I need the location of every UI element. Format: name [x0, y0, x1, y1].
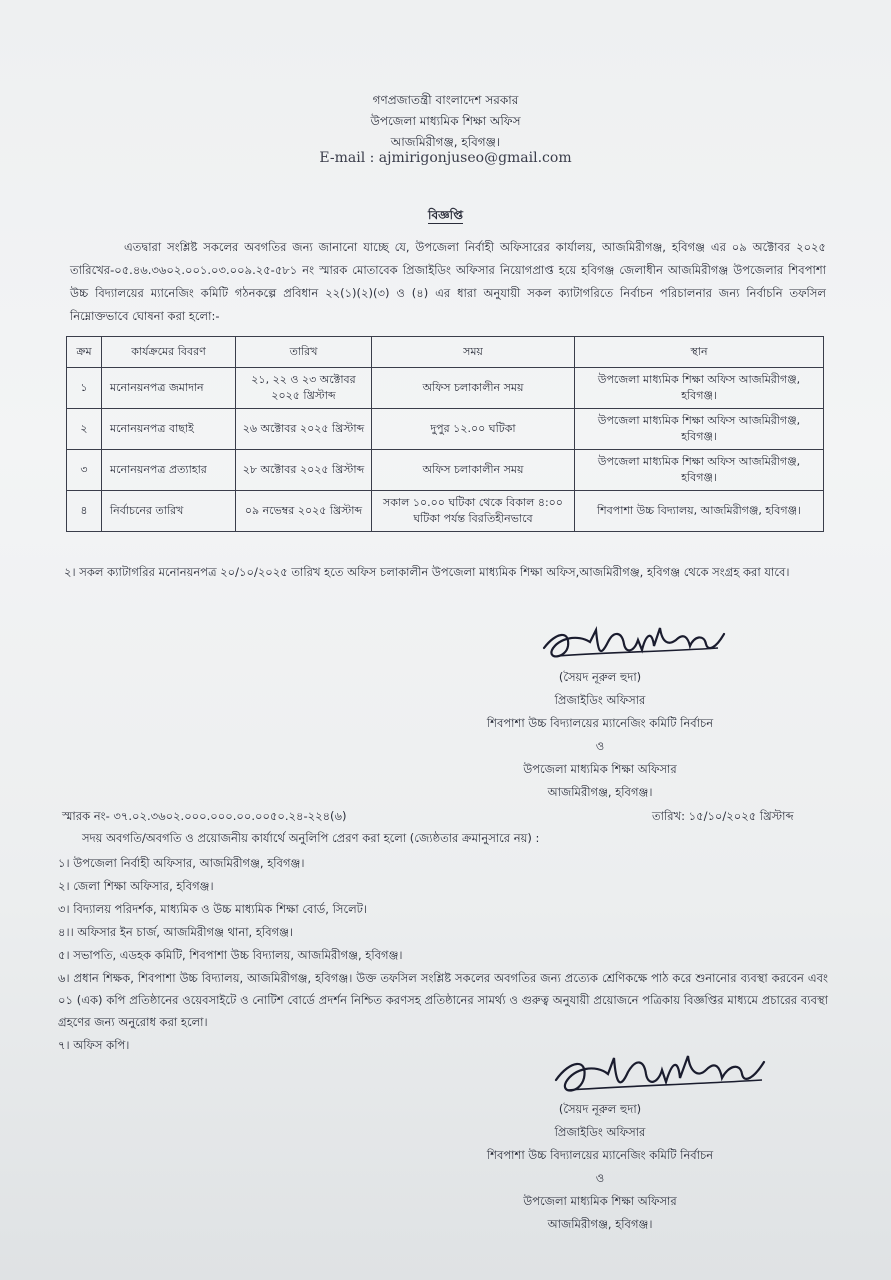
cell-time: অফিস চলাকালীন সময় — [372, 368, 575, 409]
header-government: গণপ্রজাতন্ত্রী বাংলাদেশ সরকার — [372, 93, 519, 107]
signatory-committee: শিবপাশা উচ্চ বিদ্যালয়ের ম্যানেজিং কমিটি নির্বাচন — [486, 716, 714, 730]
list-item: ৭। অফিস কপি। — [58, 1038, 130, 1052]
signatory-role: প্রিজাইডিং অফিসার — [554, 693, 646, 707]
cell-place: উপজেলা মাধ্যমিক শিক্ষা অফিস আজমিরীগঞ্জ, হবিগঞ্জ। — [575, 368, 824, 409]
cell-date: ০৯ নভেম্বর ২০২৫ খ্রিস্টাব্দ — [236, 491, 372, 532]
memo-date: তারিখ: ১৫/১০/২০২৫ খ্রিস্টাব্দ — [652, 809, 794, 823]
cell-place: উপজেলা মাধ্যমিক শিক্ষা অফিস আজমিরীগঞ্জ, হবিগঞ্জ। — [575, 450, 824, 491]
col-header-place: স্থান — [575, 337, 824, 368]
cell-serial: ২ — [67, 409, 102, 450]
signatory-and: ও — [595, 739, 605, 753]
cell-serial: ৩ — [67, 450, 102, 491]
cell-place: উপজেলা মাধ্যমিক শিক্ষা অফিস আজমিরীগঞ্জ, হবিগঞ্জ। — [575, 409, 824, 450]
cell-time: সকাল ১০.০০ ঘটিকা থেকে বিকাল ৪:০০ ঘটিকা পর্যন্ত বিরতিহীনভাবে — [372, 491, 575, 532]
col-header-date: তারিখ — [236, 337, 372, 368]
signature-block-1 — [400, 666, 800, 804]
cell-activity: মনোনয়নপত্র প্রত্যাহার — [102, 450, 236, 491]
cell-date: ২৮ অক্টোবর ২০২৫ খ্রিস্টাব্দ — [236, 450, 372, 491]
cc-list — [58, 852, 828, 1057]
list-item: ৬। প্রধান শিক্ষক, শিবপাশা উচ্চ বিদ্যালয়, আজমিরীগঞ্জ, হবিগঞ্জ। উক্ত তফসিল সংশ্লিষ্ট সকলের অবগতির জন্য প্রত্যেক শ্রেণিকক্ষে পাঠ করে শুনানোর ব্যবস্থা করবেন এবং ০১ (এক) কপি প্রতিষ্ঠানের ওয়েবসাইটে ও নোটিশ বোর্ডে প্রদর্শন নিশ্চিত করণসহ প্রতিষ্ঠানের সামর্থ্য ও গুরুত্ব অনুযায়ী প্রয়োজনে পত্রিকায় বিজ্ঞপ্তির মাধ্যমে প্রচারের ব্যবস্থা গ্রহণের জন্য অনুরোধ করা হলো। — [58, 971, 828, 1029]
signatory-name: (সৈয়দ নূরুল হুদা) — [558, 1102, 642, 1116]
notice-title: বিজ্ঞপ্তি — [428, 208, 463, 222]
cell-date: ২৬ অক্টোবর ২০২৫ খ্রিস্টাব্দ — [236, 409, 372, 450]
cell-activity: নির্বাচনের তারিখ — [102, 491, 236, 532]
signatory-role: প্রিজাইডিং অফিসার — [554, 1125, 646, 1139]
cell-serial: ১ — [67, 368, 102, 409]
list-item: ২। জেলা শিক্ষা অফিসার, হবিগঞ্জ। — [58, 879, 214, 893]
signatory-office: উপজেলা মাধ্যমিক শিক্ষা অফিসার — [523, 1194, 677, 1208]
cell-place: শিবপাশা উচ্চ বিদ্যালয়, আজমিরীগঞ্জ, হবিগঞ্জ। — [575, 491, 824, 532]
signatory-location: আজমিরীগঞ্জ, হবিগঞ্জ। — [547, 1217, 653, 1231]
header-email: E-mail : ajmirigonjuseo@gmail.com — [319, 150, 572, 166]
table-header-row — [67, 337, 824, 368]
signatory-and: ও — [595, 1171, 605, 1185]
cell-serial: ৪ — [67, 491, 102, 532]
signature-block-2 — [400, 1098, 800, 1236]
table-row — [67, 450, 824, 491]
signature-image — [538, 612, 738, 672]
table-row — [67, 368, 824, 409]
list-item: ৪।। অফিসার ইন চার্জ, আজমিরীগঞ্জ থানা, হবিগঞ্জ। — [58, 925, 294, 939]
cell-activity: মনোনয়নপত্র বাছাই — [102, 409, 236, 450]
list-item: ৩। বিদ্যালয় পরিদর্শক, মাধ্যমিক ও উচ্চ মাধ্যমিক শিক্ষা বোর্ড, সিলেট। — [58, 902, 368, 916]
memo-reference: স্মারক নং- ৩৭.০২.৩৬০২.০০০.০০০.০০.০০৫০.২৪-২২৪(৬) — [62, 809, 347, 823]
cell-activity: মনোনয়নপত্র জমাদান — [102, 368, 236, 409]
notice-para-2: ২। সকল ক্যাটাগরির মনোনয়নপত্র ২০/১০/২০২৫ তারিখ হতে অফিস চলাকালীন উপজেলা মাধ্যমিক শিক্ষা অফিস,আজমিরীগঞ্জ, হবিগঞ্জ থেকে সংগ্রহ করা যাবে। — [64, 565, 790, 579]
cc-intro: সদয় অবগতি/অবগতি ও প্রয়োজনীয় কার্যার্থে অনুলিপি প্রেরণ করা হলো (জ্যেষ্ঠতার ক্রমানুসারে নয়) : — [82, 831, 540, 845]
notice-body: এতদ্বারা সংশ্লিষ্ট সকলের অবগতির জন্য জানানো যাচ্ছে যে, উপজেলা নির্বাহী অফিসারের কার্যালয়, আজমিরীগঞ্জ, হবিগঞ্জ এর ০৯ অক্টোবর ২০২৫ তারিখের-০৫.৪৬.৩৬০২.০০১.০৩.০০৯.২৫-৫৮১ নং স্মারক মোতাবেক প্রিজাইডিং অফিসার নিয়োগপ্রাপ্ত হয়ে হবিগঞ্জ জেলাধীন আজমিরীগঞ্জ উপজেলার শিবপাশা উচ্চ বিদ্যালয়ের ম্যানেজিং কমিটি গঠনকল্পে প্রবিধান ২২(১)(২)(৩) ও (৪) এর ধারা অনুযায়ী সকল ক্যাটাগরিতে নির্বাচন পরিচালনার জন্য নির্বাচনি তফসিল নিম্নোক্তভাবে ঘোষনা করা হলো:- — [70, 240, 826, 323]
col-header-activity: কার্যক্রমের বিবরণ — [102, 337, 236, 368]
election-schedule-table — [66, 336, 824, 532]
signatory-name: (সৈয়দ নূরুল হুদা) — [558, 670, 642, 684]
col-header-serial: ক্রম — [67, 337, 102, 368]
cell-time: অফিস চলাকালীন সময় — [372, 450, 575, 491]
list-item: ১। উপজেলা নির্বাহী অফিসার, আজমিরীগঞ্জ, হবিগঞ্জ। — [58, 856, 305, 870]
cell-date: ২১, ২২ ও ২৩ অক্টোবর ২০২৫ খ্রিস্টাব্দ — [236, 368, 372, 409]
table-row — [67, 491, 824, 532]
cell-time: দুপুর ১২.০০ ঘটিকা — [372, 409, 575, 450]
header-office: উপজেলা মাধ্যমিক শিক্ষা অফিস — [370, 114, 521, 128]
list-item: ৫। সভাপতি, এডহক কমিটি, শিবপাশা উচ্চ বিদ্যালয়, আজমিরীগঞ্জ, হবিগঞ্জ। — [58, 948, 403, 962]
header-location: আজমিরীগঞ্জ, হবিগঞ্জ। — [390, 135, 501, 149]
col-header-time: সময় — [372, 337, 575, 368]
table-row — [67, 409, 824, 450]
signatory-committee: শিবপাশা উচ্চ বিদ্যালয়ের ম্যানেজিং কমিটি নির্বাচন — [486, 1148, 714, 1162]
signatory-office: উপজেলা মাধ্যমিক শিক্ষা অফিসার — [523, 762, 677, 776]
signatory-location: আজমিরীগঞ্জ, হবিগঞ্জ। — [547, 785, 653, 799]
